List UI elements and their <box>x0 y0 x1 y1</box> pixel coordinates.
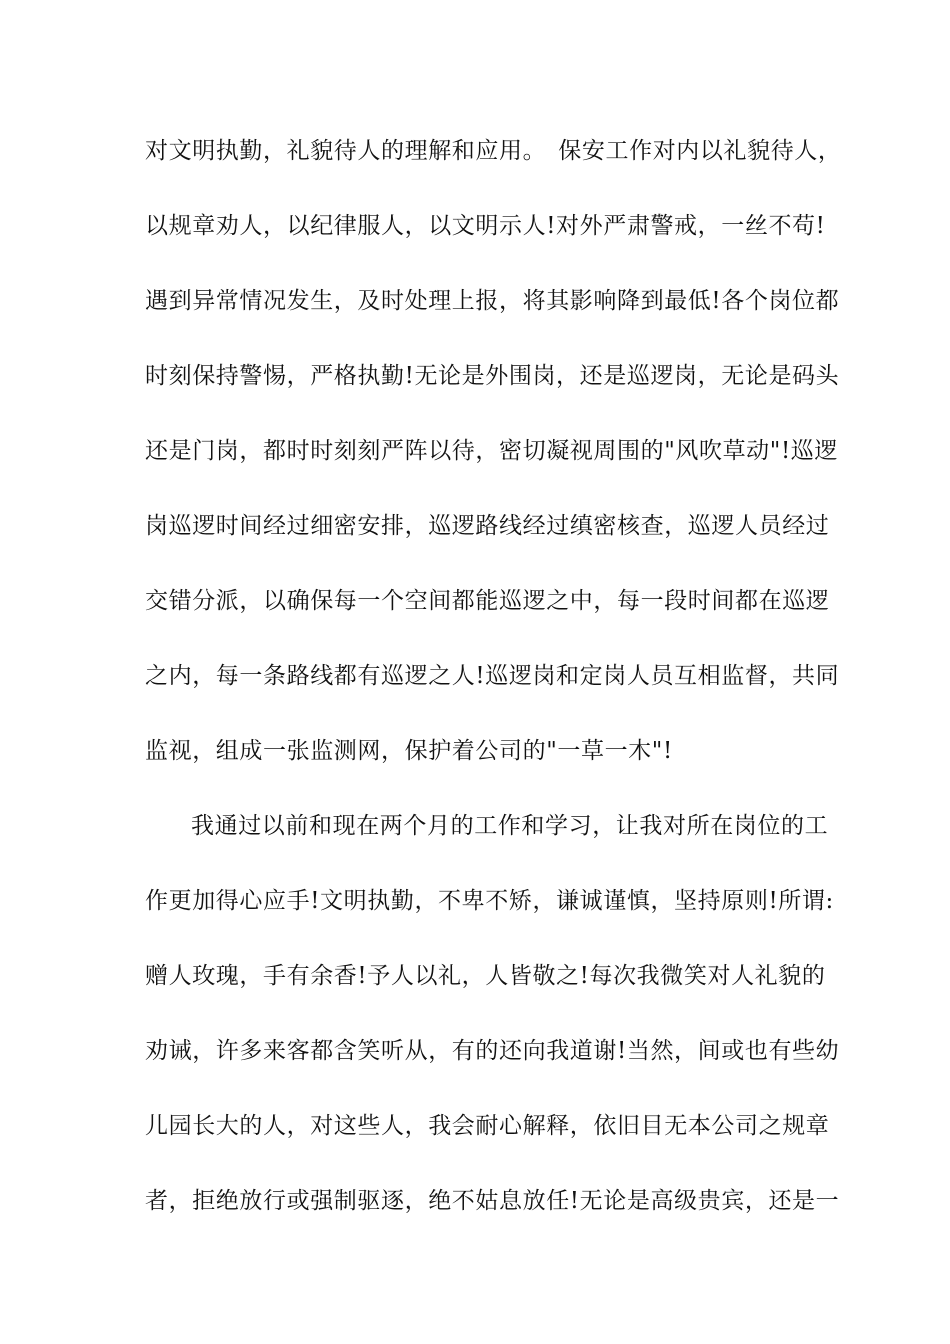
body-text-line: 岗巡逻时间经过细密安排，巡逻路线经过缜密核查，巡逻人员经过 <box>145 513 830 539</box>
body-text-line: 监视，组成一张监测网，保护着公司的"一草一木"! <box>145 738 673 764</box>
paragraph-first-line: 我通过以前和现在两个月的工作和学习，让我对所在岗位的工 <box>191 813 829 839</box>
body-text-line: 儿园长大的人，对这些人，我会耐心解释，依旧目无本公司之规章 <box>145 1113 830 1139</box>
body-text-line: 遇到异常情况发生，及时处理上报，将其影响降到最低!各个岗位都 <box>145 288 840 314</box>
body-text-line: 赠人玫瑰，手有余香!予人以礼，人皆敬之!每次我微笑对人礼貌的 <box>145 963 826 989</box>
body-text-line: 劝诫，许多来客都含笑听从，有的还向我道谢!当然，间或也有些幼 <box>145 1038 840 1064</box>
body-text-line: 还是门岗，都时时刻刻严阵以待，密切凝视周围的"风吹草动"!巡逻 <box>145 438 839 464</box>
body-text-line: 者，拒绝放行或强制驱逐，绝不姑息放任!无论是高级贵宾，还是一 <box>145 1188 840 1214</box>
body-text-line: 时刻保持警惕，严格执勤!无论是外围岗，还是巡逻岗，无论是码头 <box>145 363 840 389</box>
body-text-line: 交错分派，以确保每一个空间都能巡逻之中，每一段时间都在巡逻 <box>145 588 830 614</box>
body-text-line: 对文明执勤，礼貌待人的理解和应用。 保安工作对内以礼貌待人， <box>145 138 842 164</box>
body-text-line: 作更加得心应手!文明执勤，不卑不矫，谦诚谨慎，坚持原则!所谓: <box>145 888 834 914</box>
body-text-line: 之内，每一条路线都有巡逻之人!巡逻岗和定岗人员互相监督，共同 <box>145 663 840 689</box>
body-text-line: 以规章劝人，以纪律服人，以文明示人!对外严肃警戒，一丝不苟! <box>145 213 826 239</box>
